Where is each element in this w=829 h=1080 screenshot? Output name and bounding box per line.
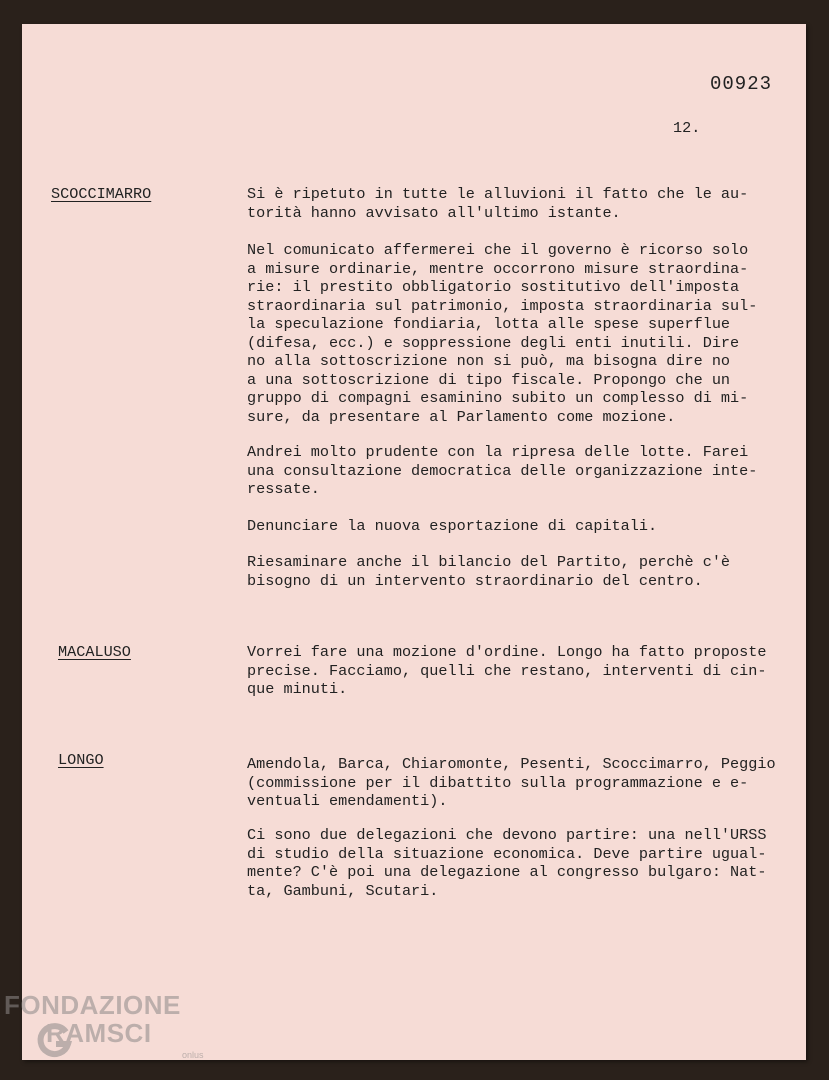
- document-page: [22, 24, 806, 1060]
- speaker-scoccimarro: SCOCCIMARRO: [51, 185, 152, 203]
- archive-number: 00923: [710, 73, 773, 95]
- paragraph: Andrei molto prudente con la ripresa delle lotte. Farei una consultazione democratica delle organizzazione inte- ressate.: [247, 443, 758, 498]
- page-number: 12.: [673, 119, 701, 137]
- paragraph: Ci sono due delegazioni che devono partire: una nell'URSS di studio della situazione economica. Deve partire ugual- mente? C'è poi una delegazione al congresso bulgaro: Nat- ta, Gambuni, Scutari.: [247, 826, 767, 900]
- watermark-line2: RAMSCI: [46, 1018, 152, 1048]
- paragraph: Si è ripetuto in tutte le alluvioni il fatto che le au- torità hanno avvisato all'ultimo istante.: [247, 185, 749, 222]
- paragraph: Riesaminare anche il bilancio del Partito, perchè c'è bisogno di un intervento straordinario del centro.: [247, 553, 731, 590]
- fondazione-gramsci-watermark: [4, 990, 224, 1070]
- watermark-line1: FONDAZIONE: [4, 990, 181, 1020]
- paragraph: Amendola, Barca, Chiaromonte, Pesenti, Scoccimarro, Peggio (commissione per il dibattito sulla programmazione e e- ventuali emendamenti).: [247, 755, 776, 810]
- paragraph: Denunciare la nuova esportazione di capitali.: [247, 517, 658, 535]
- paragraph: Vorrei fare una mozione d'ordine. Longo ha fatto proposte precise. Facciamo, quelli che restano, interventi di cin- que minuti.: [247, 643, 767, 698]
- speaker-longo: LONGO: [58, 751, 104, 769]
- paragraph: Nel comunicato affermerei che il governo è ricorso solo a misure ordinarie, mentre occorrono misure straordina- rie: il prestito obbligatorio sostitutivo dell'imposta straordinaria sul patrimonio, imposta straordinaria sul- la speculazione fondiaria, lotta alle spese superflue (difesa, ecc.) e soppressione degli enti inutili. Dire no alla sottoscrizione non si può, ma bisogna dire no a una sottoscrizione di tipo fiscale. Propongo che un gruppo di compagni esaminino subito un complesso di mi- sure, da presentare al Parlamento come mozione.: [247, 241, 758, 426]
- speaker-macaluso: MACALUSO: [58, 643, 131, 661]
- watermark-line3: onlus: [182, 1050, 204, 1060]
